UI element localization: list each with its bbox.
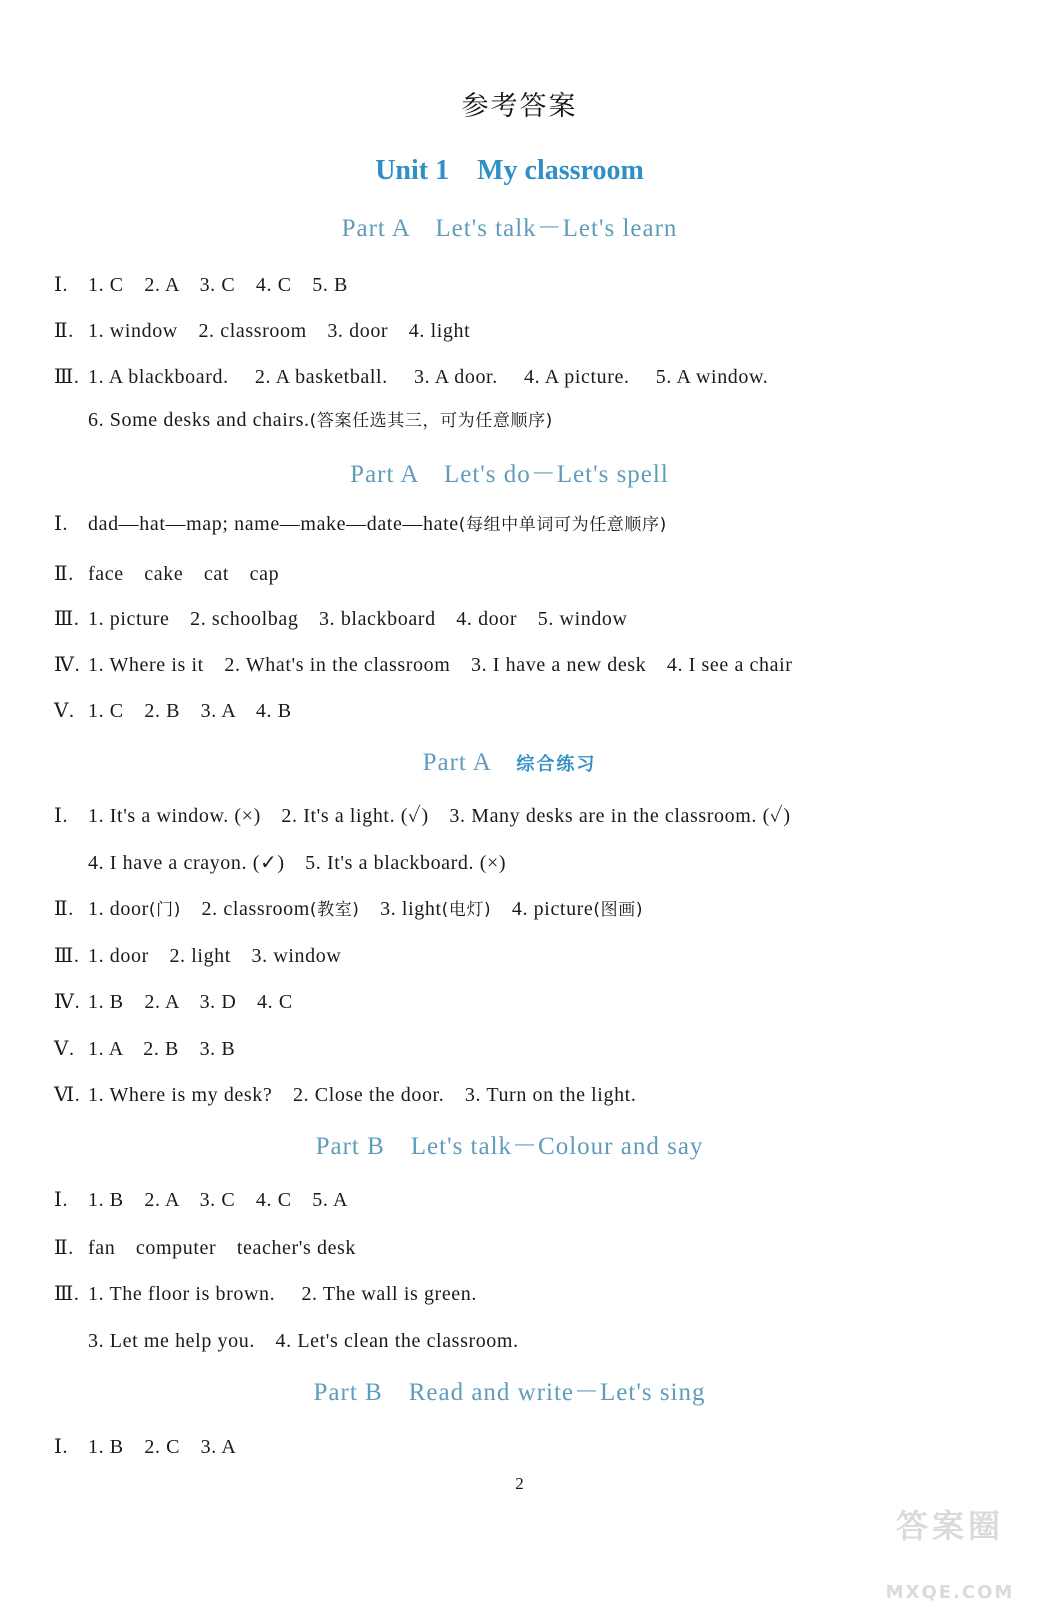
question-number: Ⅰ. — [54, 274, 69, 296]
question-number: Ⅲ. — [54, 945, 80, 967]
answer-line: Ⅰ. dad—hat—map; name—make—date—hate(每组中单词可为任意顺序) — [54, 513, 667, 535]
answer-line: Ⅰ. 1. C 2. A 3. C 4. C 5. B — [54, 274, 348, 296]
question-number: Ⅲ. — [54, 366, 80, 388]
question-number: Ⅴ. — [54, 1038, 75, 1060]
answer-line: Ⅱ. 1. window 2. classroom 3. door 4. light — [54, 320, 471, 342]
question-number: Ⅱ. — [54, 898, 74, 920]
answer-line: Ⅲ. 1. A blackboard. 2. A basketball. 3. A door. 4. A picture. 5. A window. — [54, 366, 769, 388]
answer-line: Ⅱ. 1. door(门) 2. classroom(教室) 3. light(电灯) 4. picture(图画) — [54, 898, 644, 920]
question-number: Ⅲ. — [54, 608, 80, 630]
page-number: 2 — [515, 1474, 524, 1493]
answer-line: Ⅱ. face cake cat cap — [54, 563, 280, 585]
answer-line: Ⅰ. 1. B 2. A 3. C 4. C 5. A — [54, 1189, 348, 1211]
answer-line: Ⅴ. 1. C 2. B 3. A 4. B — [54, 700, 292, 722]
question-number: Ⅱ. — [54, 320, 74, 342]
section-heading: Part B Let's talk－Colour and say — [315, 1133, 704, 1160]
answer-line: Ⅵ. 1. Where is my desk? 2. Close the door. 3. Turn on the light. — [54, 1084, 637, 1106]
answer-line: Ⅲ. 1. door 2. light 3. window — [54, 945, 342, 967]
question-number: Ⅰ. — [54, 805, 69, 827]
answer-line: Ⅰ. 1. It's a window. (×) 2. It's a light. (✓) 3. Many desks are in the classroom. (✓) — [54, 805, 791, 827]
answer-line: 3. Let me help you. 4. Let's clean the classroom. — [88, 1330, 519, 1352]
answer-line: Ⅴ. 1. A 2. B 3. B — [54, 1038, 236, 1060]
question-number: Ⅱ. — [54, 1237, 74, 1259]
watermark-logo: 答案圈 MXQE.COM — [885, 1507, 1015, 1603]
question-number: Ⅲ. — [54, 1283, 80, 1305]
answer-line: 6. Some desks and chairs.(答案任选其三，可为任意顺序) — [88, 409, 553, 431]
question-number: Ⅵ. — [54, 1084, 81, 1106]
question-number: Ⅰ. — [54, 1436, 69, 1458]
answer-line: Ⅰ. 1. B 2. C 3. A — [54, 1436, 237, 1458]
unit-heading: Unit 1 My classroom — [375, 155, 644, 186]
question-number: Ⅳ. — [54, 654, 81, 676]
answer-line: Ⅳ. 1. B 2. A 3. D 4. C — [54, 991, 293, 1013]
answer-line: 4. I have a crayon. (✓) 5. It's a blackboard. (×) — [88, 852, 507, 874]
question-number: Ⅱ. — [54, 563, 74, 585]
question-number: Ⅳ. — [54, 991, 81, 1013]
section-heading: Part A Let's do－Let's spell — [350, 461, 669, 488]
answer-line: Ⅱ. fan computer teacher's desk — [54, 1237, 357, 1259]
answer-line: Ⅲ. 1. The floor is brown. 2. The wall is green. — [54, 1283, 477, 1305]
section-heading: Part A Let's talk－Let's learn — [341, 215, 678, 242]
answer-line: Ⅳ. 1. Where is it 2. What's in the classroom 3. I have a new desk 4. I see a chair — [54, 654, 793, 676]
question-number: Ⅴ. — [54, 700, 75, 722]
section-heading: Part B Read and write－Let's sing — [313, 1379, 706, 1406]
section-heading: Part A 综合练习 — [422, 749, 597, 776]
question-number: Ⅰ. — [54, 513, 69, 535]
page-title: 参考答案 — [461, 91, 578, 122]
answer-line: Ⅲ. 1. picture 2. schoolbag 3. blackboard 4. door 5. window — [54, 608, 628, 630]
question-number: Ⅰ. — [54, 1189, 69, 1211]
